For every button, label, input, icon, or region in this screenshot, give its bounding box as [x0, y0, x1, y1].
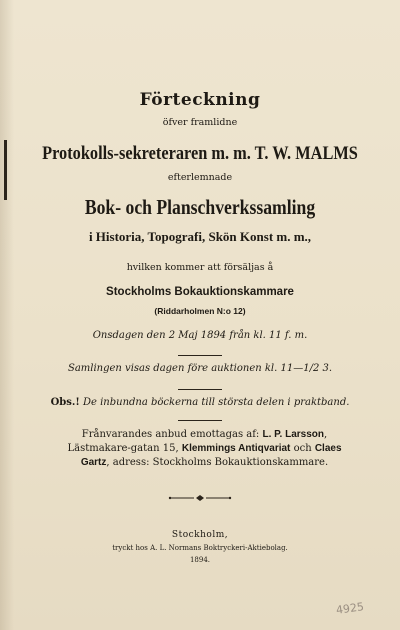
auction-date: Onsdagen den 2 Maj 1894 från kl. 11 f. m.	[92, 330, 308, 341]
subtitle-efterlemnade: efterlemnade	[167, 172, 233, 183]
obs-label: Obs.!	[50, 397, 80, 408]
owner-heading: Protokolls-sekreteraren m. m. T. W. MALMS	[42, 143, 358, 164]
bids-paragraph	[62, 428, 347, 470]
imprint-city: Stockholm,	[171, 530, 229, 540]
para-part2: , Lästmakare-gatan 15,	[67, 429, 328, 454]
imprint-printer: tryckt hos A. L. Normans Boktryckeri-Aktiebolag.	[112, 544, 288, 552]
binding-mark	[4, 140, 7, 200]
divider-rule	[178, 420, 222, 421]
para-name-klemmings: Klemmings Antiqvariat	[181, 443, 291, 454]
subtitle-ofver-framlidne: öfver framlidne	[162, 117, 238, 128]
viewing-time: Samlingen visas dagen före auktionen kl. 11—1/2 3.	[67, 363, 333, 374]
pencil-annotation: 4925	[335, 600, 365, 617]
subjects-heading: i Historia, Topografi, Skön Konst m. m.,	[88, 229, 312, 244]
obs-note	[0, 397, 400, 408]
para-name-larsson: L. P. Larsson	[262, 429, 324, 440]
divider-rule	[178, 389, 222, 390]
document-title: Förteckning	[139, 90, 261, 110]
para-part1: Frånvarandes anbud emottagas af:	[81, 429, 260, 440]
imprint-year: 1894.	[189, 556, 211, 564]
para-part3: och	[293, 443, 312, 454]
divider-rule	[178, 355, 222, 356]
obs-text: De inbundna böckerna till största delen i praktband.	[82, 397, 350, 408]
ornament-divider-icon	[168, 494, 232, 502]
para-part4: , adress: Stockholms Bokauktionskammare.	[106, 457, 329, 468]
collection-heading: Bok- och Planschverkssamling	[84, 195, 316, 219]
auction-house-heading: Stockholms Bokauktionskammare	[106, 286, 294, 298]
subtitle-forsaljas: hvilken kommer att försäljas å	[126, 262, 274, 273]
auction-house-address: (Riddarholmen N:o 12)	[154, 306, 246, 316]
para-name-gartz: Claes Gartz	[80, 443, 342, 468]
